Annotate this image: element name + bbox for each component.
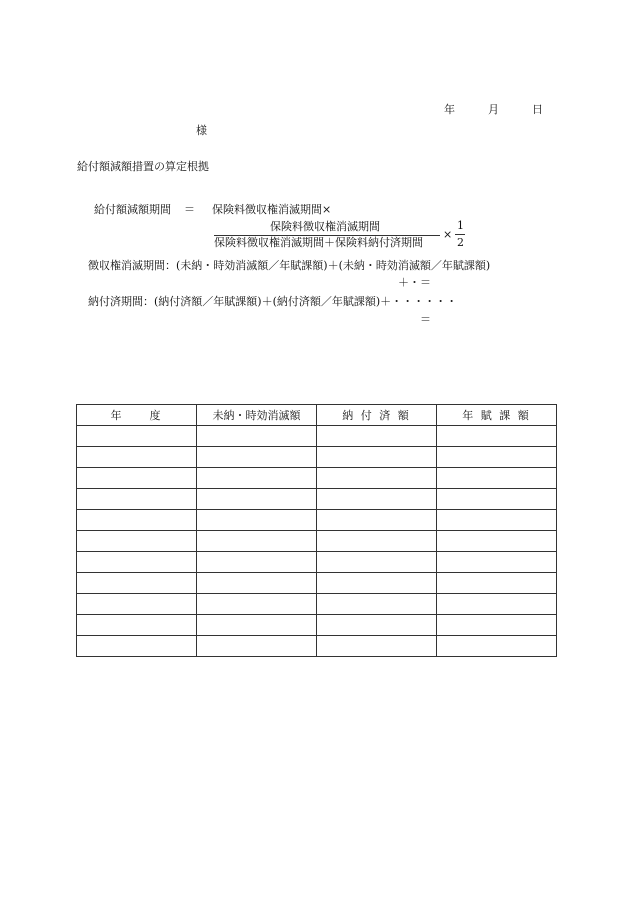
table-cell — [437, 510, 557, 531]
table-cell — [77, 468, 197, 489]
table-cell — [437, 573, 557, 594]
table-cell — [197, 636, 317, 657]
table-row — [77, 552, 557, 573]
table-cell — [77, 636, 197, 657]
table-body — [77, 426, 557, 657]
extinct-period-line: 徴収権消滅期間：(未納・時効消滅額／年賦課額)＋(未納・時効消滅額／年賦課額) — [88, 259, 491, 272]
table-cell — [317, 573, 437, 594]
table-cell — [317, 489, 437, 510]
table-cell — [197, 552, 317, 573]
table-cell — [197, 615, 317, 636]
extinct-period-continuation: ＋・＝ — [398, 276, 431, 289]
table-cell — [317, 636, 437, 657]
table-row — [77, 489, 557, 510]
table-cell — [437, 615, 557, 636]
table-cell — [197, 510, 317, 531]
table-row — [77, 573, 557, 594]
table-row — [77, 615, 557, 636]
table-row — [77, 636, 557, 657]
table-cell — [77, 594, 197, 615]
header-paid-amount: 納 付 済 額 — [317, 405, 437, 426]
header-annual-levy: 年 賦 課 額 — [437, 405, 557, 426]
table-cell — [77, 615, 197, 636]
table-cell — [317, 510, 437, 531]
table-cell — [317, 468, 437, 489]
table-cell — [77, 531, 197, 552]
table-cell — [197, 531, 317, 552]
table-cell — [437, 594, 557, 615]
table-cell — [317, 531, 437, 552]
paid-period-line: 納付済期間：(納付済額／年賦課額)＋(納付済額／年賦課額)＋・・・・・・ — [88, 295, 458, 308]
date-year-label: 年 — [444, 103, 455, 116]
table-cell — [197, 594, 317, 615]
table-cell — [317, 426, 437, 447]
table-cell — [77, 510, 197, 531]
table-row — [77, 447, 557, 468]
formula-equals: ＝ — [184, 203, 195, 216]
table-cell — [317, 552, 437, 573]
page-title: 給付額減額措置の算定根拠 — [77, 160, 209, 173]
table-cell — [197, 489, 317, 510]
table-cell — [77, 447, 197, 468]
table-row — [77, 594, 557, 615]
table-cell — [77, 552, 197, 573]
table-cell — [317, 615, 437, 636]
table-cell — [437, 531, 557, 552]
table-cell — [197, 573, 317, 594]
table-cell — [197, 426, 317, 447]
table-row — [77, 510, 557, 531]
table-cell — [437, 636, 557, 657]
table-row — [77, 426, 557, 447]
table-cell — [437, 489, 557, 510]
addressee-suffix: 様 — [196, 124, 207, 137]
table-cell — [437, 552, 557, 573]
table-cell — [77, 573, 197, 594]
header-year: 年 度 — [77, 405, 197, 426]
table-cell — [317, 594, 437, 615]
table-header-row — [77, 405, 557, 426]
table-cell — [317, 447, 437, 468]
table-cell — [437, 426, 557, 447]
half-denominator: 2 — [457, 236, 464, 249]
table-row — [77, 468, 557, 489]
table-cell — [437, 447, 557, 468]
table-cell — [437, 468, 557, 489]
formula-denominator: 保険料徴収権消滅期間＋保険料納付済期間 — [214, 236, 423, 249]
date-day-label: 日 — [532, 103, 543, 116]
half-fraction-bar — [455, 234, 465, 235]
table-row — [77, 531, 557, 552]
table-cell — [77, 426, 197, 447]
amount-table — [76, 404, 557, 657]
paid-period-continuation: ＝ — [420, 313, 431, 326]
half-numerator: 1 — [457, 219, 464, 232]
formula-lhs: 給付額減額期間 — [94, 203, 171, 216]
formula-numerator: 保険料徴収権消滅期間 — [270, 220, 380, 233]
date-month-label: 月 — [488, 103, 499, 116]
table-cell — [197, 468, 317, 489]
header-unpaid-extinct: 未納・時効消滅額 — [197, 405, 317, 426]
formula-times: × — [443, 228, 453, 241]
table-cell — [77, 489, 197, 510]
date-line — [444, 103, 543, 117]
formula-term1: 保険料徴収権消滅期間× — [212, 203, 332, 216]
table-cell — [197, 447, 317, 468]
